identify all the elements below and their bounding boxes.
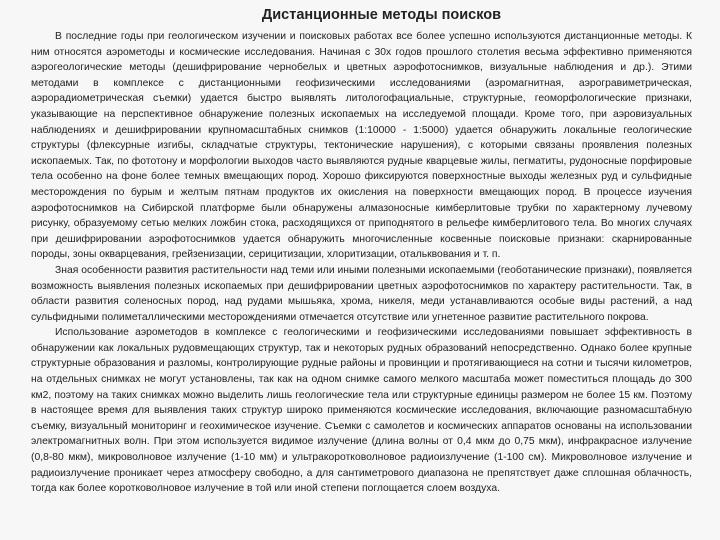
paragraph: Использование аэрометодов в комплексе с геологическими и геофизическими исследованиями повышает эффективность в обнаружении как локальных рудовмещающих структур, так и некоторых рудных образований непосредственно. Однако более крупные структурные образования и разломы, контролирующие рудные районы и провинции и протягивающиеся на сотни и тысячи километров, на отдельных снимках не могут установлены, так как на одном снимке самого мелкого масштаба может поместиться площадь до 300 км2, поэтому на таких снимках можно выделить лишь геологические тела или структурные единицы размером не более 15 км. Поэтому в настоящее время для выявления таких структур широко применяются космические исследования, включающие разномасштабную съемку, визуальный мониторинг и геохимическое изучение. Съемки с самолетов и космических аппаратов основаны на использовании электромагнитных волн. При этом используется видимое излучение (длина волны от 0,4 мкм до 0,75 мкм), инфракрасное излучение (0,8-80 мкм), микроволновое излучение (1-10 мм) и ультракоротковолновое радиоизлучение (1-100 см). Микроволновое излучение и радиоизлучение проникает через атмосферу свободно, а для сантиметрового диапазона не препятствует даже сплошная облачность, тогда как более коротковолновое излучение в той или иной степени поглощается слоем воздуха. — [31, 327, 692, 495]
page-title: Дистанционные методы поисков — [261, 7, 502, 23]
body-text — [31, 29, 692, 497]
paragraph: В последние годы при геологическом изучении и поисковых работах все более успешно используются дистанционные методы. К ним относятся аэрометоды и космические исследования. Начиная с 30х годов прошлого столетия весьма эффективно применяются аэрогеологические методы (дешифрирование чернобелых и цветных аэрофотоснимков, визуальные наблюдения и др.). Этими методами в комплексе с дистанционными геофизическими исследованиями (аэромагнитная, аэрогравиметрическая, аэрорадиометрическая съемки) удается быстро выявлять литологофациальные, структурные, геоморфологические признаки, указывающие на перспективное обнаружение полезных ископаемых на исследуемой площади. Кроме того, при аэровизуальных наблюдениях и дешифрировании крупномасштабных снимков (1:10000 - 1:5000) удается обнаружить локальные геологические структуры (флексурные изгибы, складчатые структуры, тектонические нарушения), с которыми связаны проявления полезных ископаемых. Так, по фототону и морфологии выходов часто выявляются рудные кварцевые жилы, пегматиты, рудоносные порфировые тела особенно на фоне более темных вмещающих пород. Хорошо фиксируются поверхностные выходы железных руд и сульфидные месторождения по бурым и желтым пятнам продуктов их окисления на поверхности вмещающих пород. В процессе изучения аэрофотоснимков на Сибирской платформе были обнаружены алмазоносные кимберлитовые трубки по характерному лучевому рисунку, образуемому сетью мелких ложбин стока, расходящихся от приподнятого в рельефе кимберлитового тела. Во многих случаях при дешифрировании аэрофотоснимков удается обнаружить многочисленные косвенные поисковые признаки: скарнированные породы, зоны окварцевания, грейзенизации, серицитизации, хлоритизации, отальквования и т. п. — [31, 31, 692, 261]
paragraph: Зная особенности развития растительности над теми или иными полезными ископаемыми (геоботанические признаки), появляется возможность выявления полезных ископаемых при дешифрировании цветных аэрофотоснимков по характеру растительности. Так, в области развития соленосных пород, над рудами мышьяка, хрома, никеля, меди устанавливаются особые виды растений, а над сульфидными полиметаллическими месторождениями отмечается отсутствие или угнетенное развитие растительного покрова. — [31, 264, 692, 323]
